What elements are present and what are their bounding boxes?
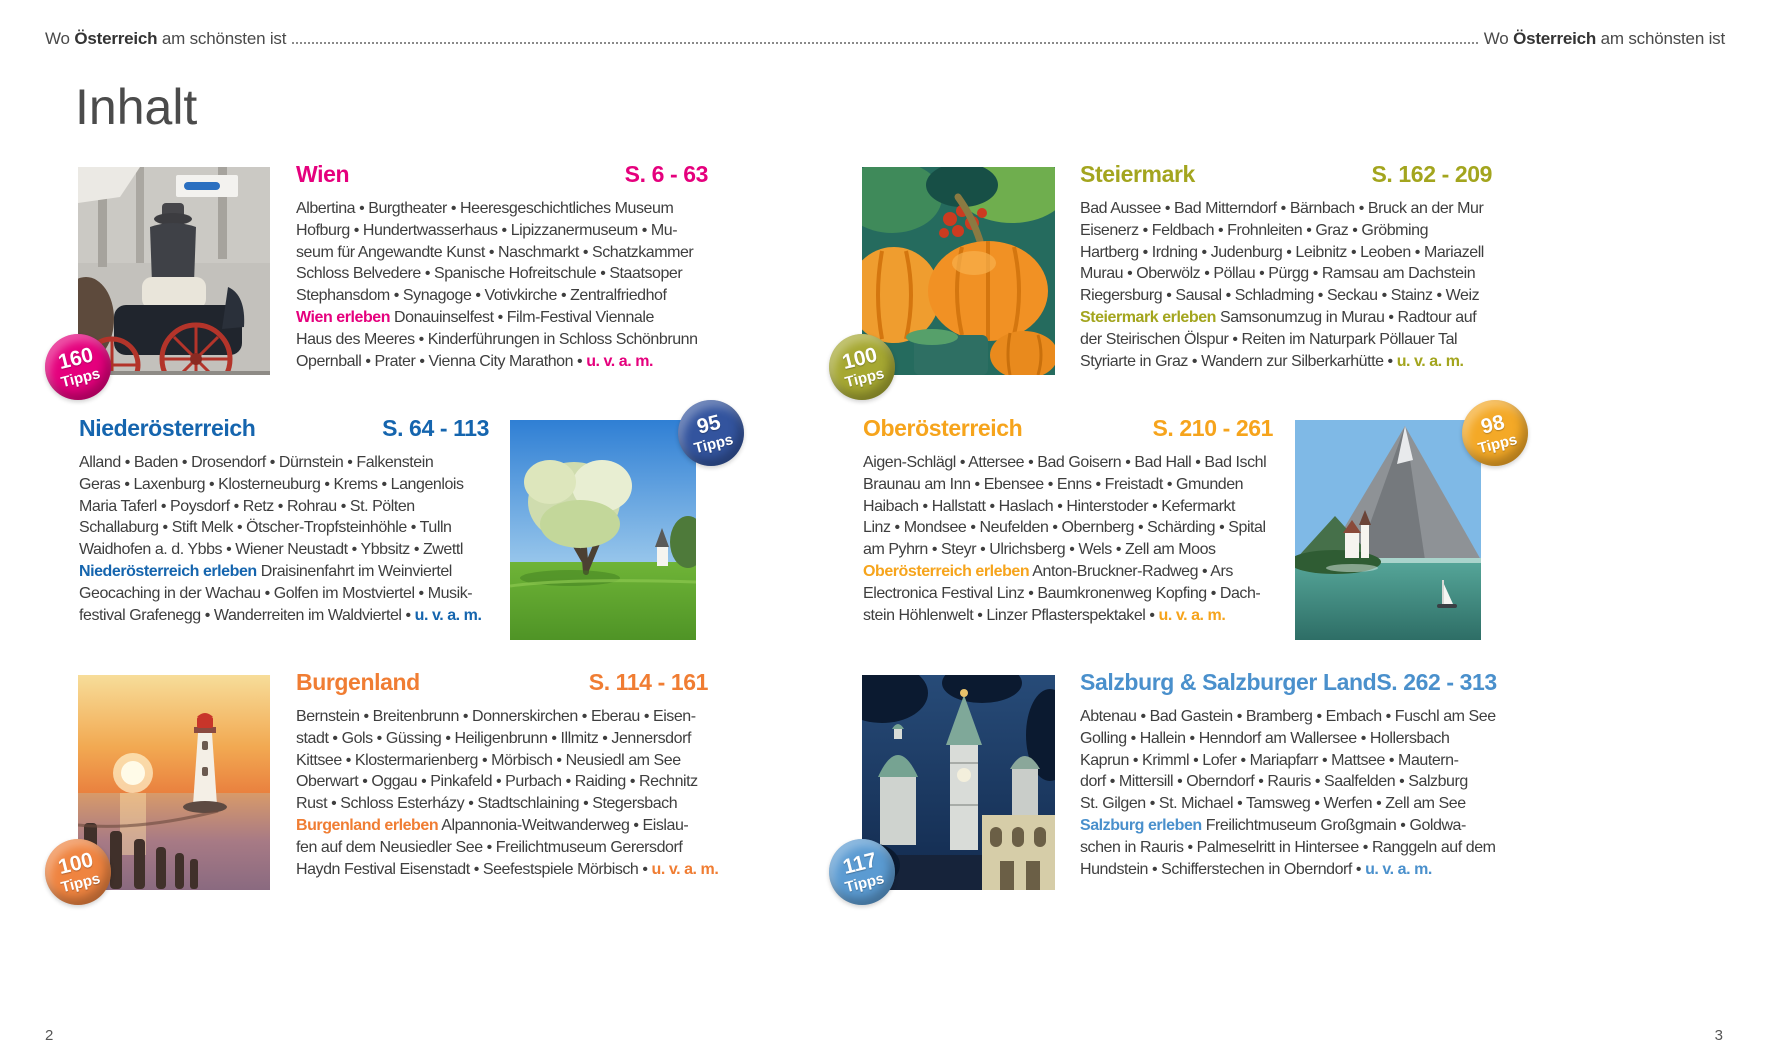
oberoesterreich-tipps-badge: [1462, 400, 1528, 466]
body-line: Alland • Baden • Drosendorf • Dürnstein • Falkenstein: [79, 454, 434, 471]
body-line: Electronica Festival Linz • Baumkronenweg Kopfing • Dach-: [863, 584, 1261, 602]
body-line: Salzburg erleben Freilichtmuseum Großgmain • Goldwa-: [1080, 816, 1466, 834]
section-body: [296, 198, 708, 372]
body-line: Haydn Festival Eisenstadt • Seefestspiele Mörbisch • u. v. a. m.: [296, 860, 719, 878]
section-body: [1080, 706, 1496, 880]
badge-count: 117: [840, 848, 880, 880]
salzburg-tipps-badge: [829, 839, 895, 905]
badge-count: 100: [56, 848, 96, 880]
body-line: Murau • Oberwölz • Pöllau • Pürgg • Ramsau am Dachstein: [1080, 265, 1476, 283]
badge-label: Tipps: [59, 870, 103, 897]
body-line: Hundstein • Schifferstechen in Oberndorf • u. v. a. m.: [1080, 860, 1432, 878]
badge-label: Tipps: [692, 431, 736, 458]
body-line: Hofburg • Hundertwasserhaus • Lipizzanermuseum • Mu-: [296, 221, 678, 239]
body-line: Abtenau • Bad Gastein • Bramberg • Embach • Fuschl am See: [1080, 708, 1496, 725]
horse-drawn-carriage-photo: [78, 167, 270, 375]
section-pages: S. 162 - 209: [1371, 161, 1492, 187]
body-line: Rust • Schloss Esterházy • Stadtschlaining • Stegersbach: [296, 795, 678, 813]
body-line: Albertina • Burgtheater • Heeresgeschichtliches Museum: [296, 200, 674, 217]
steiermark-tipps-badge: [829, 334, 895, 400]
section-title: Wien: [296, 161, 350, 187]
body-line: Haus des Meeres • Kinderführungen in Schloss Schönbrunn: [296, 330, 698, 348]
section-pages: S. 114 - 161: [588, 669, 708, 695]
section-body: [1080, 198, 1492, 372]
page-title: Inhalt: [75, 79, 198, 135]
body-line: Hartberg • Irdning • Judenburg • Leibnitz • Leoben • Mariazell: [1080, 243, 1484, 261]
section-burgenland: [45, 669, 745, 911]
badge-label: Tipps: [1476, 431, 1520, 458]
body-line: Eisenerz • Feldbach • Frohnleiten • Graz • Gröbming: [1080, 221, 1429, 239]
badge-label: Tipps: [843, 365, 887, 392]
badge-count: 98: [1478, 410, 1508, 439]
dotted-leader: [292, 28, 1477, 44]
body-line: St. Gilgen • St. Michael • Tamsweg • Werfen • Zell am See: [1080, 795, 1466, 813]
body-line: Oberwart • Oggau • Pinkafeld • Purbach • Raiding • Rechnitz: [296, 773, 698, 791]
page-number-left: 2: [45, 1027, 54, 1044]
body-line: Haibach • Hallstatt • Haslach • Hinterstoder • Kefermarkt: [863, 497, 1236, 515]
body-line: seum für Angewandte Kunst • Naschmarkt • Schatzkammer: [296, 243, 694, 261]
section-pages: S. 262 - 313: [1376, 669, 1497, 695]
body-line: Linz • Mondsee • Neufelden • Obernberg • Schärding • Spital: [863, 519, 1266, 537]
section-salzburg: [829, 669, 1529, 911]
section-oberoesterreich: [829, 400, 1539, 650]
body-line: der Steirischen Ölspur • Reiten im Naturpark Pöllauer Tal: [1080, 330, 1458, 348]
section-niederoesterreich: [45, 400, 755, 650]
body-line: Stephansdom • Synagoge • Votivkirche • Zentralfriedhof: [296, 287, 667, 305]
body-line: Braunau am Inn • Ebensee • Enns • Freistadt • Gmunden: [863, 475, 1244, 493]
body-line: Maria Taferl • Poysdorf • Retz • Rohrau • St. Pölten: [79, 497, 415, 515]
wien-tipps-badge: [45, 334, 111, 400]
body-line: Bernstein • Breitenbrunn • Donnerskirchen • Eberau • Eisen-: [296, 708, 696, 725]
section-pages: S. 210 - 261: [1152, 415, 1273, 441]
body-line: Waidhofen a. d. Ybbs • Wiener Neustadt • Ybbsitz • Zwettl: [79, 541, 463, 559]
badge-count: 160: [56, 343, 96, 375]
body-line: Aigen-Schlägl • Attersee • Bad Goisern • Bad Hall • Bad Ischl: [863, 454, 1267, 471]
body-line: Geocaching in der Wachau • Golfen im Mostviertel • Musik-: [79, 584, 473, 602]
badge-count: 95: [694, 410, 724, 439]
section-body: [79, 452, 489, 626]
burgenland-tipps-badge: [45, 839, 111, 905]
body-line: Schallaburg • Stift Melk • Ötscher-Tropfsteinhöhle • Tulln: [79, 519, 452, 537]
badge-label: Tipps: [843, 870, 887, 897]
body-line: Styriarte in Graz • Wandern zur Silberkarhütte • u. v. a. m.: [1080, 352, 1464, 370]
body-line: Kittsee • Klostermarienberg • Mörbisch • Neusiedl am See: [296, 751, 681, 769]
body-line: Niederösterreich erleben Draisinenfahrt im Weinviertel: [79, 562, 452, 580]
header-left: Wo Österreich am schönsten ist: [45, 29, 287, 48]
section-title: Niederösterreich: [79, 415, 256, 441]
running-header: [45, 28, 1725, 50]
niederoesterreich-tipps-badge: [678, 400, 744, 466]
spring-orchard-photo: [510, 420, 696, 640]
body-line: am Pyhrn • Steyr • Ulrichsberg • Wels • Zell am Moos: [863, 541, 1216, 559]
section-title: Salzburg & Salzburger Land: [1080, 669, 1377, 695]
body-line: Kaprun • Krimml • Lofer • Mariapfarr • Mattsee • Mautern-: [1080, 751, 1459, 769]
body-line: Golling • Hallein • Henndorf am Wallersee • Hollersbach: [1080, 729, 1450, 747]
body-line: stadt • Gols • Güssing • Heiligenbrunn • Illmitz • Jennersdorf: [296, 729, 691, 747]
body-line: Steiermark erleben Samsonumzug in Murau • Radtour auf: [1080, 308, 1477, 326]
body-line: Geras • Laxenburg • Klosterneuburg • Krems • Langenlois: [79, 475, 464, 493]
body-line: Oberösterreich erleben Anton-Bruckner-Radweg • Ars: [863, 562, 1233, 580]
body-line: stein Höhlenwelt • Linzer Pflasterspektakel • u. v. a. m.: [863, 606, 1226, 624]
section-pages: S. 6 - 63: [624, 161, 708, 187]
section-body: [863, 452, 1273, 626]
body-line: festival Grafenegg • Wanderreiten im Waldviertel • u. v. a. m.: [79, 606, 482, 624]
body-line: Riegersburg • Sausal • Schladming • Seckau • Stainz • Weiz: [1080, 287, 1480, 305]
section-title: Burgenland: [296, 669, 420, 695]
body-line: Wien erleben Donauinselfest • Film-Festival Viennale: [296, 308, 654, 326]
body-line: Schloss Belvedere • Spanische Hofreitschule • Staatsoper: [296, 265, 683, 283]
body-line: dorf • Mittersill • Oberndorf • Rauris • Saalfelden • Salzburg: [1080, 773, 1468, 791]
section-pages: S. 64 - 113: [382, 415, 489, 441]
section-title: Steiermark: [1080, 161, 1195, 187]
badge-count: 100: [840, 343, 880, 375]
body-line: Opernball • Prater • Vienna City Marathon • u. v. a. m.: [296, 352, 653, 370]
mountain-lake-church-photo: [1295, 420, 1481, 640]
page-number-right: 3: [1714, 1027, 1723, 1044]
section-title: Oberösterreich: [863, 415, 1023, 441]
section-body: [296, 706, 719, 880]
pumpkins-photo: [862, 167, 1055, 375]
header-right: Wo Österreich am schönsten ist: [1483, 29, 1725, 48]
section-wien: [45, 161, 745, 403]
badge-label: Tipps: [59, 365, 103, 392]
body-line: schen in Rauris • Palmeselritt in Hintersee • Ranggeln auf dem: [1080, 838, 1496, 856]
body-line: Bad Aussee • Bad Mitterndorf • Bärnbach • Bruck an der Mur: [1080, 200, 1484, 217]
body-line: Burgenland erleben Alpannonia-Weitwanderweg • Eislau-: [296, 816, 689, 834]
section-steiermark: [829, 161, 1529, 403]
body-line: fen auf dem Neusiedler See • Freilichtmuseum Gerersdorf: [296, 838, 683, 856]
